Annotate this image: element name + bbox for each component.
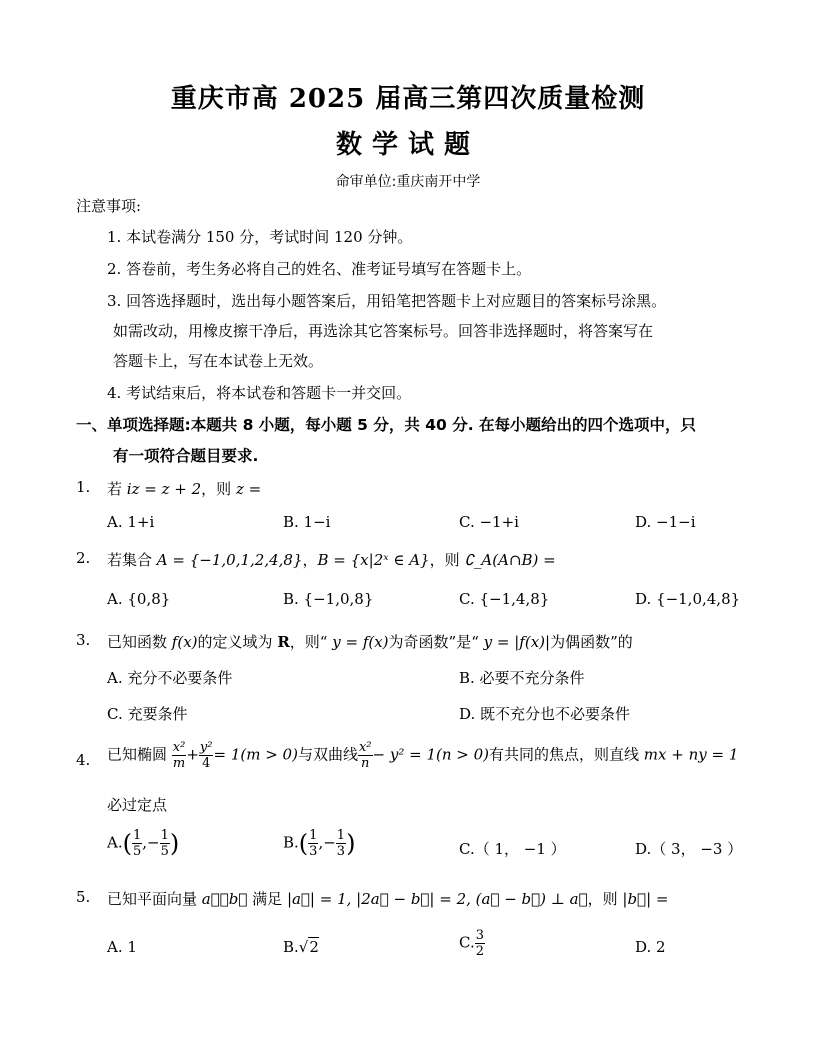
option-b: B. 1−i <box>283 513 331 531</box>
q4-line: mx + ny = 1 <box>643 745 739 764</box>
q5-mid: 满足 <box>252 890 283 908</box>
setter-line: 命审单位:重庆南开中学 <box>335 174 481 190</box>
option-c: C. {−1,4,8} <box>459 590 550 608</box>
notice-item: 答题卡上，写在本试卷上无效。 <box>113 352 324 370</box>
q4-ellipse-tail: = 1(m > 0) <box>213 745 298 764</box>
q4-fraction-x2-m: $\frac{\text{x²}}{m}$ <box>172 740 186 771</box>
q2-set-a: A = {−1,0,1,2,4,8} <box>156 551 303 569</box>
notice-item: 1. 本试卷满分 150 分，考试时间 120 分钟。 <box>107 228 413 246</box>
notice-heading: 注意事项: <box>76 197 142 215</box>
q1-equation: iz = z + 2 <box>126 480 202 498</box>
q1-var: z = <box>235 480 262 498</box>
q4-pre: 已知椭圆 <box>107 745 168 764</box>
question-number: 1. <box>76 478 91 496</box>
q2-pre: 若集合 <box>107 551 153 569</box>
notice-item: 3. 回答选择题时，选出每小题答案后，用铅笔把答题卡上对应题目的答案标号涂黑。 <box>107 292 667 310</box>
option-c: C.（ 1， −1 ） <box>459 840 566 858</box>
notice-item: 如需改动，用橡皮擦干净后，再选涂其它答案标号。回答非选择题时，将答案写在 <box>113 322 654 340</box>
notice-item: 2. 答卷前，考生务必将自己的姓名、准考证号填写在答题卡上。 <box>107 260 532 278</box>
q4-mid: 与双曲线 <box>297 745 358 764</box>
q3-real-set: R <box>277 633 290 651</box>
exam-title: 重庆市高 2025 届高三第四次质量检测 <box>170 84 646 114</box>
q2-complement: ∁_A(A∩B) = <box>464 551 556 569</box>
q5-condition: |a⃗| = 1, |2a⃗ − b⃗| = 2, (a⃗ − b⃗) ⊥ a⃗ <box>286 890 588 908</box>
option-d: D.（ 3， −3 ） <box>635 840 743 858</box>
q3-post: 为偶函数”的 <box>550 633 633 651</box>
option-b: B.√2 <box>283 938 319 956</box>
q4-fraction-y2-4: $\frac{\text{y²}}{4}$ <box>199 740 213 771</box>
q3-fx: f(x) <box>171 633 198 651</box>
option-d: D. 2 <box>635 938 666 956</box>
q3-mid2: ，则“ <box>289 633 328 651</box>
q3-cond1: y = f(x) <box>332 633 389 651</box>
option-a: A. 充分不必要条件 <box>107 669 233 687</box>
q4-continuation: 必过定点 <box>107 796 168 814</box>
option-a: A.( $\frac{1}{5}$ ,− $\frac{1}{5}$ ) <box>107 828 180 859</box>
q2-set-b: B = {x|2ˣ ∈ A} <box>317 551 430 569</box>
q3-cond2: y = |f(x)| <box>483 633 551 651</box>
question-4: 4. 已知椭圆 $\frac{\text{x²}}{m}$ + $\frac{\text{y²}}{4}$ = 1(m > 0)与双曲线 $\frac{\text{x²}}{n}$ − y² = 1(n > 0)有共同的焦点，则直线 mx + ny = 1 <box>76 740 739 771</box>
option-d: D. −1−i <box>635 513 696 531</box>
q5-pre: 已知平面向量 <box>107 890 198 908</box>
q2-sep: ， <box>302 551 318 569</box>
section-heading-cont: 有一项符合题目要求. <box>113 447 259 465</box>
q4-fraction-x2-n: $\frac{\text{x²}}{n}$ <box>358 740 372 771</box>
q5-ask: |b⃗| = <box>622 890 669 908</box>
option-c: C. $\frac{3}{2}$ <box>459 928 484 959</box>
option-d: D. {−1,0,4,8} <box>635 590 741 608</box>
q3-mid3: 为奇函数”是“ <box>388 633 479 651</box>
option-a: A. 1+i <box>107 513 155 531</box>
option-b: B.( $\frac{1}{3}$ ,− $\frac{1}{3}$ ) <box>283 828 356 859</box>
notice-item: 4. 考试结束后，将本试卷和答题卡一并交回。 <box>107 384 412 402</box>
q4-post: 有共同的焦点，则直线 <box>489 745 640 764</box>
question-number: 3. <box>76 631 91 649</box>
question-number: 2. <box>76 549 91 567</box>
option-a: A. 1 <box>107 938 137 956</box>
section-heading: 一、单项选择题:本题共 8 小题，每小题 5 分，共 40 分. 在每小题给出的四个选项中，只 <box>76 416 697 434</box>
option-b: B. {−1,0,8} <box>283 590 374 608</box>
option-a: A. {0,8} <box>107 590 171 608</box>
question-number: 4. <box>76 751 91 769</box>
exam-subtitle: 数学试题 <box>335 130 480 160</box>
option-c: C. 充要条件 <box>107 705 188 723</box>
q3-mid: 的定义域为 <box>197 633 273 651</box>
q1-post: ，则 <box>201 480 232 498</box>
q1-pre: 若 <box>107 480 123 498</box>
q5-post: ，则 <box>587 890 618 908</box>
q4-hyperbola-tail: − y² = 1(n > 0) <box>372 745 489 764</box>
option-b: B. 必要不充分条件 <box>459 669 585 687</box>
question-number: 5. <box>76 888 91 906</box>
q2-post: ，则 <box>429 551 460 569</box>
option-d: D. 既不充分也不必要条件 <box>459 705 631 723</box>
q5-vectors: a⃗，b⃗ <box>201 890 248 908</box>
option-c: C. −1+i <box>459 513 519 531</box>
q3-pre: 已知函数 <box>107 633 168 651</box>
